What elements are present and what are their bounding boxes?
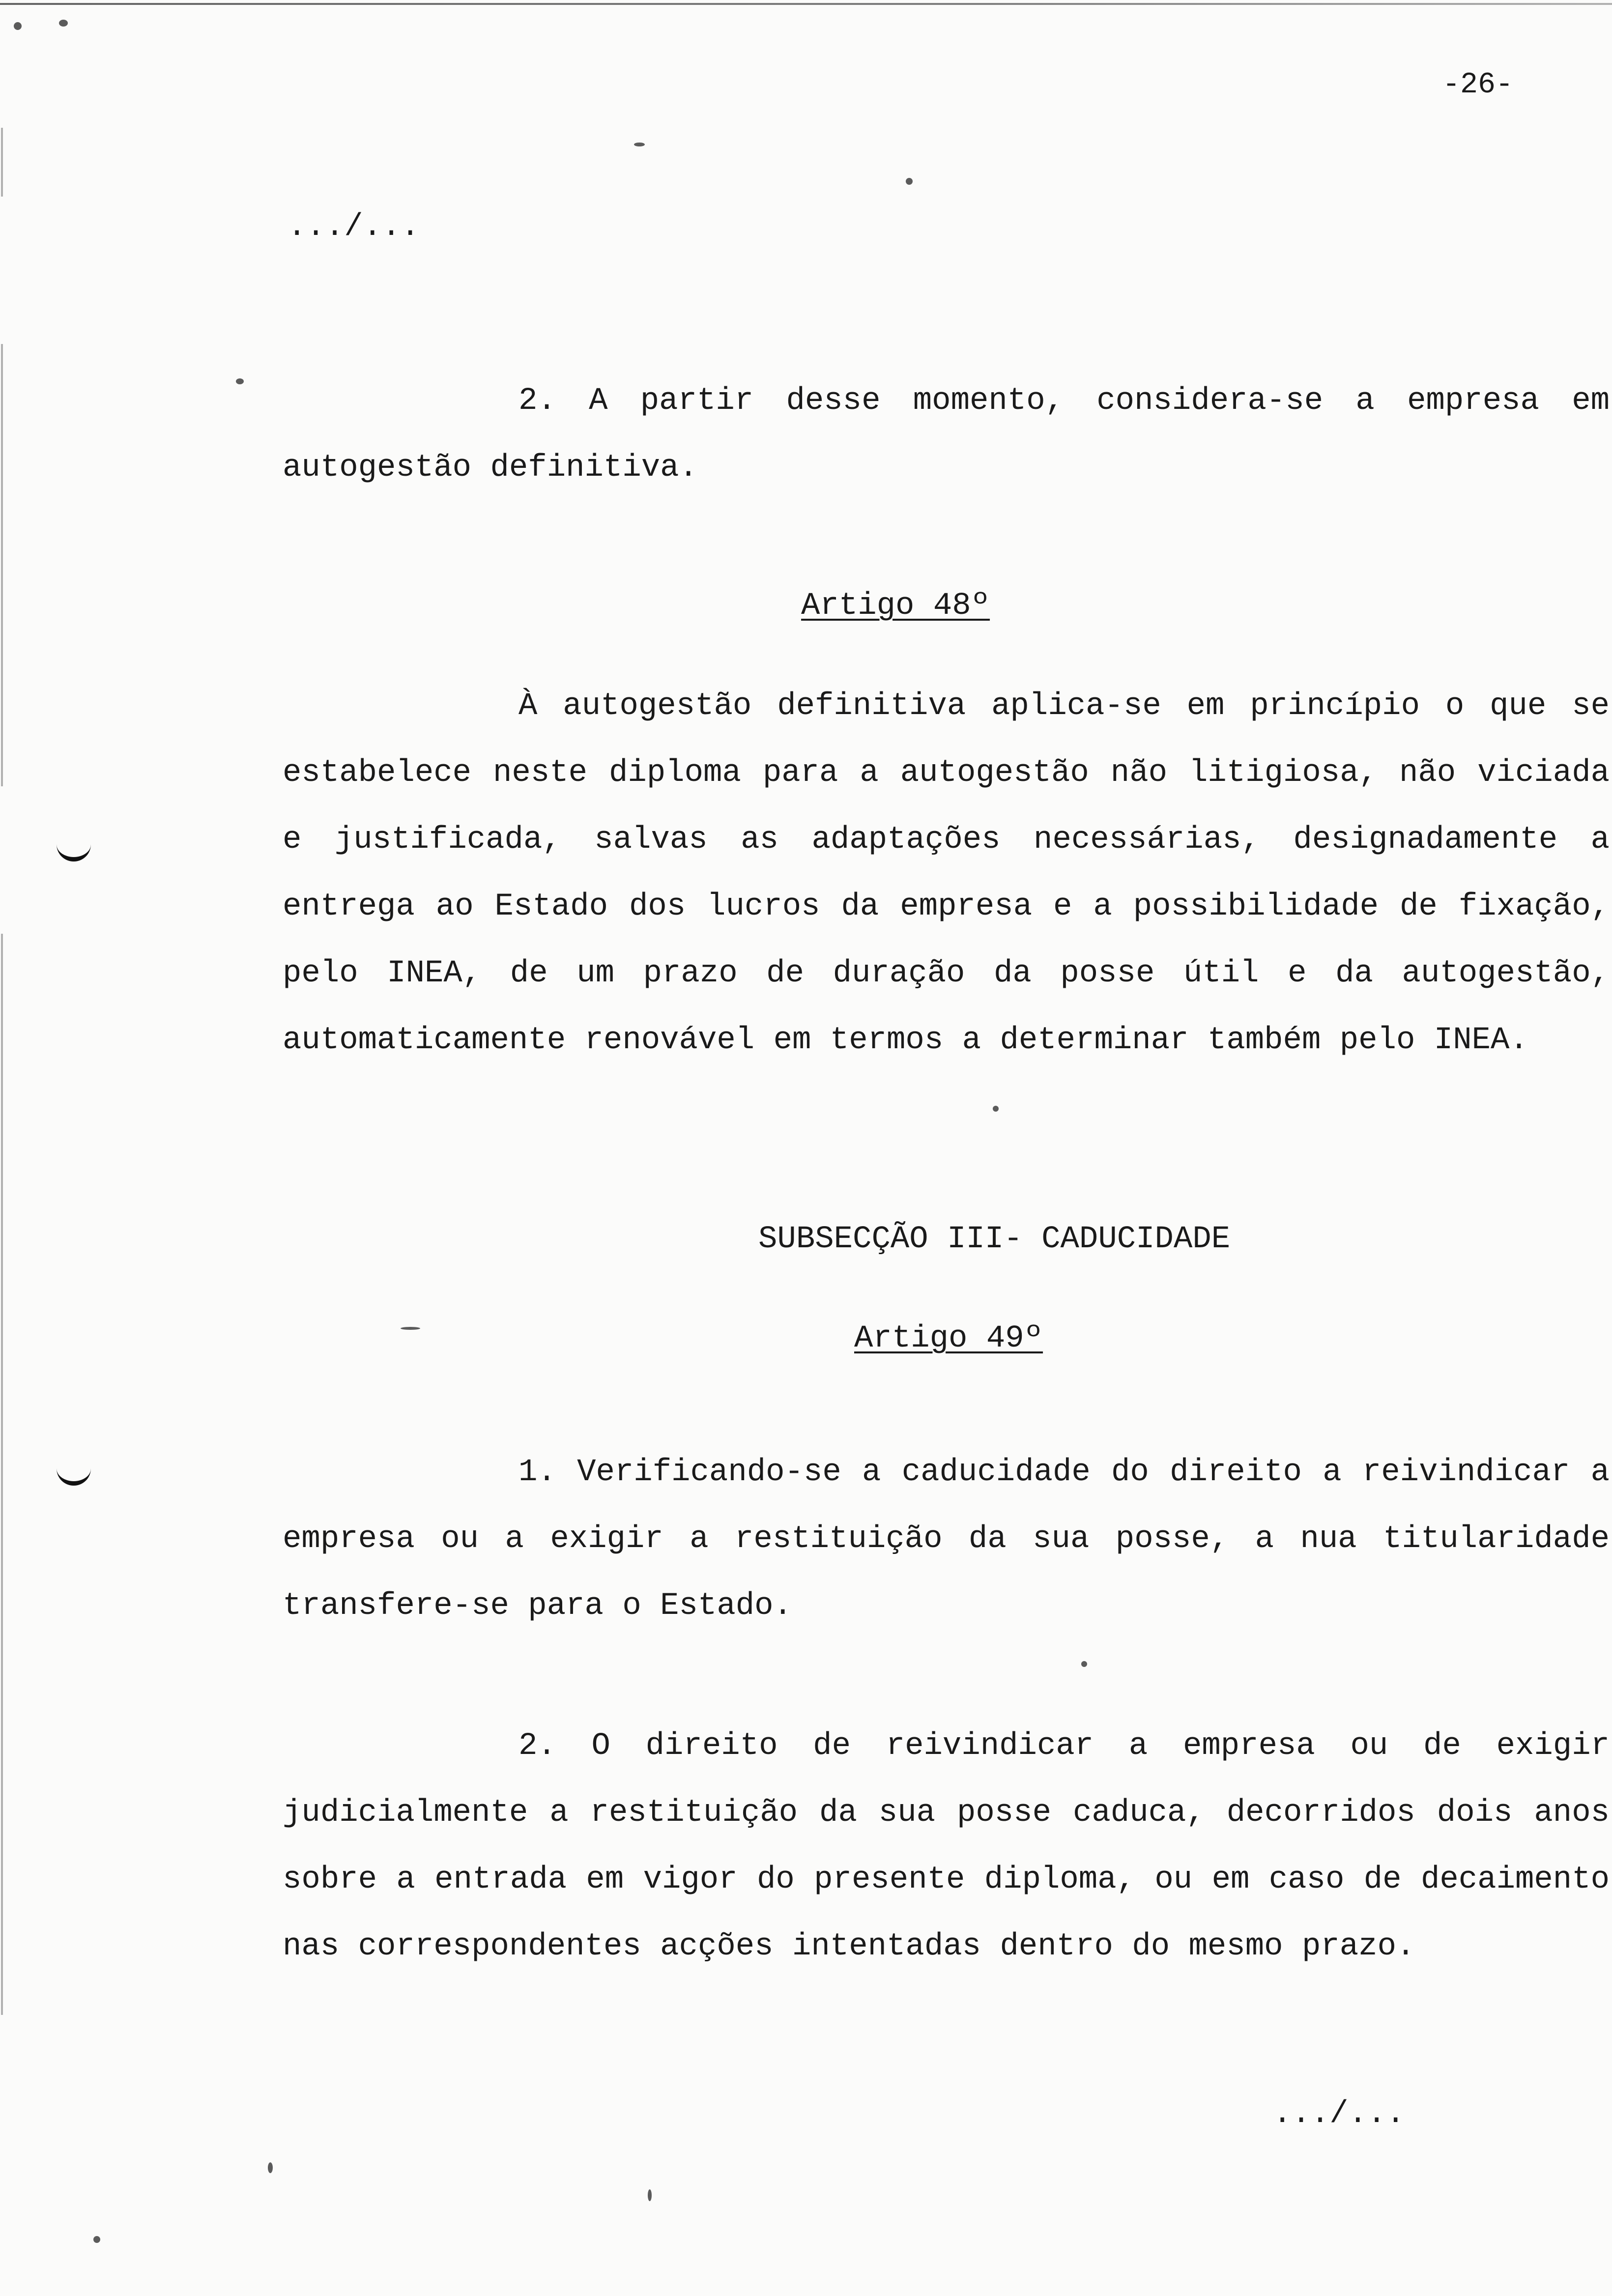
left-scan-edge-mark xyxy=(1,934,3,2015)
scan-speck xyxy=(268,2162,273,2173)
scan-speck xyxy=(993,1106,999,1112)
subsection-heading: SUBSECÇÃO III- CADUCIDADE xyxy=(758,1222,1231,1257)
scan-speck xyxy=(401,1327,420,1330)
page-number: -26- xyxy=(1442,68,1514,102)
paragraph-art47-item2: 2. A partir desse momento, considera-se a empresa em autogestão definitiva. xyxy=(283,383,1610,486)
paragraph-art48: À autogestão definitiva aplica-se em princípio o que se estabelece neste diploma para a autogestão não litigiosa, não viciada e justificada, salvas as adaptações necessárias, designadamente a entrega ao Estado dos lucros da empresa e a possibilidade de fixação, pelo INEA, de um prazo de duração da posse útil e da autogestão, automaticamente renovável em termos a determinar também pelo INEA. xyxy=(283,689,1610,1058)
left-scan-edge-mark xyxy=(1,344,3,786)
scan-speck xyxy=(236,378,244,384)
left-scan-edge-mark xyxy=(1,128,3,197)
scan-speck xyxy=(14,22,22,30)
continuation-marker-bottom: .../... xyxy=(1273,2096,1405,2132)
paragraph-art49-item1: 1. Verificando-se a caducidade do direito a reivindicar a empresa ou a exigir a restituição da sua posse, a nua titularidade transfere-se para o Estado. xyxy=(283,1455,1610,1624)
paragraph-art49-item2: 2. O direito de reivindicar a empresa ou de exigir judicialmente a restituição da sua posse caduca, decorridos dois anos sobre a entrada em vigor do presente diploma, ou em caso de decaimento nas correspondentes acções intentadas dentro do mesmo prazo. xyxy=(283,1728,1610,1964)
scan-speck xyxy=(59,20,68,27)
article-49-heading: Artigo 49º xyxy=(854,1321,1043,1356)
continuation-marker-top: .../... xyxy=(288,209,420,245)
punch-hole-mark xyxy=(57,840,91,861)
scan-speck xyxy=(634,143,645,146)
scan-speck xyxy=(93,2236,100,2243)
punch-hole-mark xyxy=(57,1464,91,1486)
top-scan-edge-line xyxy=(0,3,1612,5)
scan-speck xyxy=(906,178,913,185)
scan-speck xyxy=(648,2189,652,2201)
article-48-heading: Artigo 48º xyxy=(801,588,990,624)
scan-speck xyxy=(1081,1661,1087,1667)
